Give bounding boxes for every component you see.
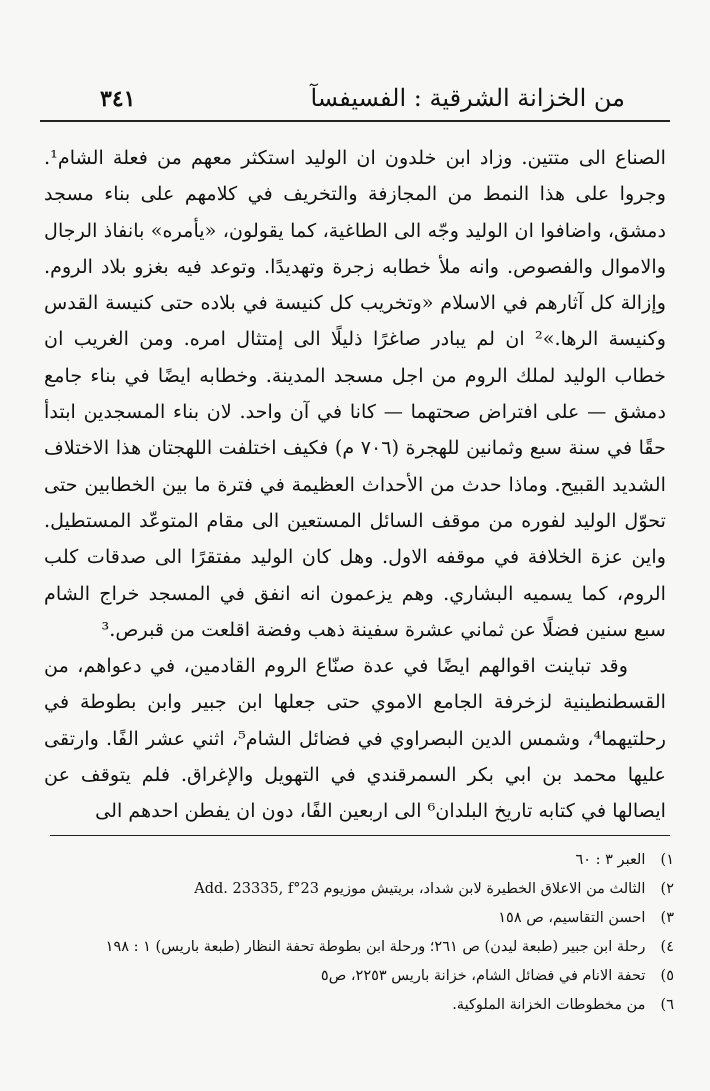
footnote-item [40, 875, 674, 904]
footnote-text: تحفة الانام في فضائل الشام، خزانة باريس ٢٢٥٣، ص٥ [320, 968, 646, 984]
footnote-item [40, 933, 674, 962]
footnote-item [40, 846, 674, 875]
footnote-text: من مخطوطات الخزانة الملوكية. [452, 997, 646, 1013]
footnotes [40, 846, 674, 1020]
footnote-number: ٢) [660, 881, 674, 897]
footnote-reference: Add. 23335, f°23 [194, 881, 319, 897]
footnote-text: رحلة ابن جبير (طبعة ليدن) ص ٢٦١؛ ورحلة ابن بطوطة تحفة النظار (طبعة باريس) ١ : ١٩٨ [105, 939, 646, 955]
footnote-text: العبر ٣ : ٦٠ [575, 852, 646, 868]
running-title: من الخزانة الشرقية : الفسيفسآ [310, 84, 625, 112]
footnote-text: احسن التقاسيم، ص ١٥٨ [498, 910, 646, 926]
footnote-number: ٦) [660, 997, 674, 1013]
paragraph: وقد تباينت اقوالهم ايضًا في عدة صنّاع الروم القادمين، في دعواهم، من القسطنطينية لزخرفة الجامع الاموي حتى جعلها ابن جبير وابن بطوطة في رحلتيهما⁴، وشمس الدين البصراوي في فضائل الشام⁵، اثني عشر الفًا. وارتقى عليها محمد بن ابي بكر السمرقندي في التهويل والإغراق. فلم يتوقف عن ايصالها في كتابه تاريخ البلدان⁶ الى اربعين الفًا، دون ان يفطن احدهم الى [44, 654, 666, 823]
page-header [40, 80, 670, 122]
paragraph: الصناع الى متتين. وزاد ابن خلدون ان الوليد استكثر معهم من فعلة الشام¹. وجروا على هذا النمط من المجازفة والتخريف في كلامهم على بناء مسجد دمشق، واضافوا ان الوليد وجّه الى الطاغية، كما يقولون، «يأمره» بانفاذ الرجال والاموال والفصوص. وانه ملأ خطابه زجرة وتهديدًا. وتوعد فيه بغزو بلاد الروم. وإزالة كل آثارهم في الاسلام «وتخريب كل كنيسة في بلاده حتى كنيسة القدس وكنيسة الرها.»² ان لم يبادر صاغرًا ذليلًا الى إمتثال امره. ومن الغريب ان خطاب الوليد لملك الروم من اجل مسجد المدينة. وخطابه ايضًا في بناء جامع دمشق — على افتراض صحتهما — كانا في آن واحد. لان بناء المسجدين ابتدأ حقًا في سنة سبع وثمانين للهجرة (٧٠٦ م) فكيف اختلفت اللهجتان هذا الاختلاف الشديد القبيح. وماذا حدث من الأحداث العظيمة في فترة ما بين الخطابين حتى تحوّل الوليد لفوره من موقف السائل المستعين الى مقام المتوعّد المستطيل. واين عزة الخلافة في موقفه الاول. وهل كان الوليد مفتقرًا الى صدقات كلب الروم، كما يسميه البشاري. وهم يزعمون انه انفق في المسجد خراج الشام سبع سنين فضلًا عن ثماني عشرة سفينة ذهب وفضة اقلعت من قبرص.³ [44, 146, 666, 641]
body-text [44, 140, 666, 830]
footnote-divider [50, 835, 670, 836]
page-number: ٣٤١ [100, 86, 136, 112]
footnote-number: ٥) [660, 968, 674, 984]
footnote-number: ٣) [660, 910, 674, 926]
footnote-number: ٤) [660, 939, 674, 955]
footnote-number: ١) [660, 852, 674, 868]
footnote-item [40, 991, 674, 1020]
footnote-item [40, 962, 674, 991]
footnote-text: الثالث من الاعلاق الخطيرة لابن شداد، بريتيش موزيوم [323, 881, 646, 897]
footnote-item [40, 904, 674, 933]
